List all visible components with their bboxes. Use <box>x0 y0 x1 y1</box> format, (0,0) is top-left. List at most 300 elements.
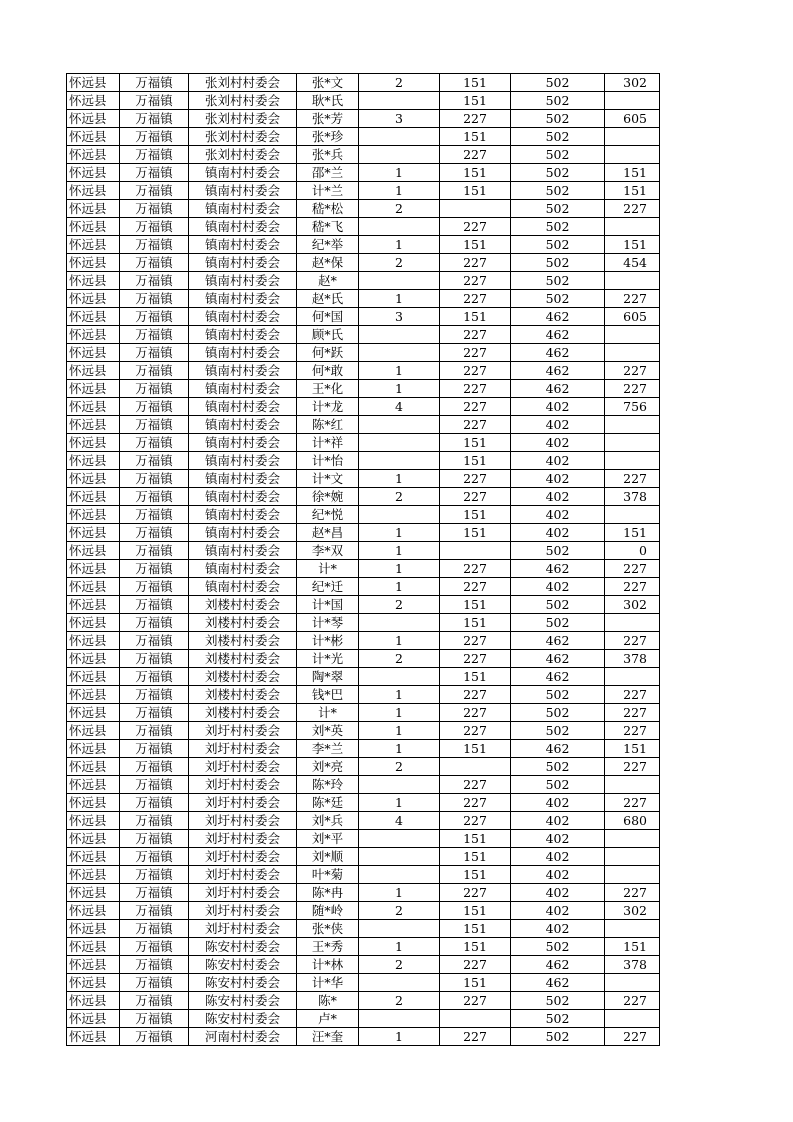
table-cell: 张刘村村委会 <box>189 92 297 110</box>
table-row <box>67 362 660 380</box>
table-cell <box>440 200 511 218</box>
table-cell: 怀远县 <box>67 290 120 308</box>
table-cell: 2 <box>359 758 440 776</box>
table-cell <box>359 326 440 344</box>
table-cell: 刘圩村村委会 <box>189 740 297 758</box>
table-cell: 陈安村村委会 <box>189 956 297 974</box>
table-cell <box>440 758 511 776</box>
table-cell: 2 <box>359 596 440 614</box>
table-cell: 4 <box>359 398 440 416</box>
table-cell: 227 <box>440 956 511 974</box>
table-cell: 227 <box>440 650 511 668</box>
table-cell: 502 <box>511 254 605 272</box>
table-cell: 万福镇 <box>120 272 189 290</box>
table-cell: 万福镇 <box>120 614 189 632</box>
table-cell: 227 <box>440 470 511 488</box>
table-cell: 万福镇 <box>120 956 189 974</box>
table-cell: 378 <box>605 650 660 668</box>
table-cell: 1 <box>359 164 440 182</box>
table-cell: 镇南村村委会 <box>189 200 297 218</box>
table-cell: 227 <box>440 218 511 236</box>
table-cell: 万福镇 <box>120 1028 189 1046</box>
table-cell: 镇南村村委会 <box>189 362 297 380</box>
table-cell: 227 <box>605 992 660 1010</box>
table-cell: 怀远县 <box>67 416 120 434</box>
table-cell: 怀远县 <box>67 740 120 758</box>
table-cell: 镇南村村委会 <box>189 308 297 326</box>
table-cell: 怀远县 <box>67 578 120 596</box>
table-cell <box>605 128 660 146</box>
table-cell: 227 <box>440 254 511 272</box>
table-cell: 227 <box>440 992 511 1010</box>
table-cell: 227 <box>605 470 660 488</box>
table-cell <box>359 776 440 794</box>
table-row <box>67 794 660 812</box>
table-cell: 镇南村村委会 <box>189 344 297 362</box>
table-row <box>67 902 660 920</box>
table-cell: 刘*亮 <box>297 758 359 776</box>
table-cell <box>359 92 440 110</box>
table-cell: 227 <box>605 758 660 776</box>
table-cell: 万福镇 <box>120 902 189 920</box>
table-cell: 赵*保 <box>297 254 359 272</box>
table-row <box>67 614 660 632</box>
table-cell: 227 <box>605 884 660 902</box>
table-cell: 1 <box>359 632 440 650</box>
table-cell: 镇南村村委会 <box>189 272 297 290</box>
table-cell <box>359 128 440 146</box>
table-cell: 怀远县 <box>67 524 120 542</box>
table-cell: 2 <box>359 74 440 92</box>
table-row <box>67 830 660 848</box>
table-cell: 刘*英 <box>297 722 359 740</box>
table-row <box>67 1028 660 1046</box>
table-cell: 502 <box>511 236 605 254</box>
table-cell: 万福镇 <box>120 326 189 344</box>
table-row <box>67 488 660 506</box>
table-cell: 462 <box>511 326 605 344</box>
table-row <box>67 866 660 884</box>
table-cell: 502 <box>511 164 605 182</box>
table-cell: 李*兰 <box>297 740 359 758</box>
table-cell: 151 <box>440 434 511 452</box>
table-cell: 302 <box>605 902 660 920</box>
table-cell: 万福镇 <box>120 308 189 326</box>
table-cell: 镇南村村委会 <box>189 182 297 200</box>
table-cell: 怀远县 <box>67 272 120 290</box>
table-cell: 怀远县 <box>67 668 120 686</box>
table-cell: 陈安村村委会 <box>189 992 297 1010</box>
table-cell: 502 <box>511 272 605 290</box>
table-cell: 怀远县 <box>67 704 120 722</box>
table-cell: 纪*迁 <box>297 578 359 596</box>
table-cell: 万福镇 <box>120 938 189 956</box>
table-cell <box>605 344 660 362</box>
table-cell: 怀远县 <box>67 1010 120 1028</box>
table-cell: 1 <box>359 542 440 560</box>
table-cell: 462 <box>511 362 605 380</box>
table-cell: 151 <box>440 866 511 884</box>
table-cell: 1 <box>359 560 440 578</box>
table-cell: 1 <box>359 938 440 956</box>
table-cell: 刘*平 <box>297 830 359 848</box>
table-cell: 402 <box>511 848 605 866</box>
table-row <box>67 434 660 452</box>
table-cell: 151 <box>440 182 511 200</box>
table-cell: 402 <box>511 902 605 920</box>
table-cell: 刘楼村村委会 <box>189 632 297 650</box>
table-cell <box>605 830 660 848</box>
table-cell: 怀远县 <box>67 974 120 992</box>
table-cell <box>359 668 440 686</box>
table-cell: 怀远县 <box>67 200 120 218</box>
table-cell: 怀远县 <box>67 884 120 902</box>
table-cell: 计*怡 <box>297 452 359 470</box>
table-cell: 1 <box>359 524 440 542</box>
table-cell: 1 <box>359 182 440 200</box>
table-cell: 何*国 <box>297 308 359 326</box>
table-cell: 怀远县 <box>67 542 120 560</box>
table-cell: 计*彬 <box>297 632 359 650</box>
table-row <box>67 344 660 362</box>
table-cell <box>359 272 440 290</box>
table-cell: 402 <box>511 524 605 542</box>
table-cell: 万福镇 <box>120 650 189 668</box>
table-cell: 万福镇 <box>120 1010 189 1028</box>
table-cell <box>605 614 660 632</box>
table-cell: 1 <box>359 578 440 596</box>
table-cell: 227 <box>605 560 660 578</box>
table-cell: 万福镇 <box>120 830 189 848</box>
table-cell <box>359 434 440 452</box>
table-cell: 计*华 <box>297 974 359 992</box>
table-cell: 万福镇 <box>120 506 189 524</box>
table-cell: 462 <box>511 668 605 686</box>
table-cell: 227 <box>605 722 660 740</box>
table-cell: 纪*举 <box>297 236 359 254</box>
table-row <box>67 74 660 92</box>
table-cell: 402 <box>511 830 605 848</box>
table-cell: 227 <box>440 272 511 290</box>
table-cell: 1 <box>359 236 440 254</box>
table-cell: 万福镇 <box>120 776 189 794</box>
table-cell: 怀远县 <box>67 236 120 254</box>
table-row <box>67 938 660 956</box>
table-cell: 卢* <box>297 1010 359 1028</box>
table-cell: 502 <box>511 776 605 794</box>
table-cell: 万福镇 <box>120 974 189 992</box>
table-cell: 302 <box>605 74 660 92</box>
table-cell: 502 <box>511 200 605 218</box>
table-cell: 502 <box>511 182 605 200</box>
table-row <box>67 470 660 488</box>
table-cell: 怀远县 <box>67 902 120 920</box>
table-cell <box>605 326 660 344</box>
table-cell: 计* <box>297 704 359 722</box>
table-cell: 227 <box>605 686 660 704</box>
table-row <box>67 650 660 668</box>
table-cell: 227 <box>440 632 511 650</box>
table-cell: 镇南村村委会 <box>189 380 297 398</box>
table-cell: 计*国 <box>297 596 359 614</box>
table-cell <box>440 1010 511 1028</box>
table-row <box>67 524 660 542</box>
table-cell: 2 <box>359 902 440 920</box>
table-row <box>67 182 660 200</box>
table-cell: 河南村村委会 <box>189 1028 297 1046</box>
table-row <box>67 218 660 236</box>
table-cell: 赵*氏 <box>297 290 359 308</box>
table-cell: 万福镇 <box>120 704 189 722</box>
table-cell: 刘圩村村委会 <box>189 920 297 938</box>
table-cell: 万福镇 <box>120 290 189 308</box>
table-cell: 怀远县 <box>67 938 120 956</box>
table-cell: 刘圩村村委会 <box>189 830 297 848</box>
table-cell: 镇南村村委会 <box>189 218 297 236</box>
table-cell: 怀远县 <box>67 686 120 704</box>
table-cell <box>605 452 660 470</box>
table-cell: 刘楼村村委会 <box>189 614 297 632</box>
table-cell: 陈*冉 <box>297 884 359 902</box>
table-cell: 镇南村村委会 <box>189 236 297 254</box>
table-cell: 151 <box>605 524 660 542</box>
table-cell: 刘圩村村委会 <box>189 812 297 830</box>
table-cell: 刘圩村村委会 <box>189 758 297 776</box>
table-row <box>67 416 660 434</box>
table-row <box>67 812 660 830</box>
table-cell: 怀远县 <box>67 146 120 164</box>
table-cell: 怀远县 <box>67 506 120 524</box>
table-cell: 227 <box>440 110 511 128</box>
table-cell: 万福镇 <box>120 398 189 416</box>
table-cell: 227 <box>440 884 511 902</box>
table-cell <box>359 1010 440 1028</box>
table-cell: 刘*顺 <box>297 848 359 866</box>
table-cell: 151 <box>440 848 511 866</box>
table-cell: 402 <box>511 452 605 470</box>
table-cell: 汪*奎 <box>297 1028 359 1046</box>
table-row <box>67 92 660 110</box>
table-cell: 叶*菊 <box>297 866 359 884</box>
table-cell: 万福镇 <box>120 848 189 866</box>
table-cell <box>605 848 660 866</box>
table-row <box>67 740 660 758</box>
table-cell: 计*祥 <box>297 434 359 452</box>
table-cell: 怀远县 <box>67 110 120 128</box>
table-cell <box>605 866 660 884</box>
table-cell <box>605 416 660 434</box>
table-cell: 纪*悦 <box>297 506 359 524</box>
table-cell: 万福镇 <box>120 200 189 218</box>
table-cell: 怀远县 <box>67 398 120 416</box>
table-cell: 151 <box>605 740 660 758</box>
table-cell: 402 <box>511 812 605 830</box>
table-cell: 赵* <box>297 272 359 290</box>
table-cell: 计*琴 <box>297 614 359 632</box>
table-cell: 张刘村村委会 <box>189 146 297 164</box>
table-cell: 镇南村村委会 <box>189 524 297 542</box>
table-cell: 刘圩村村委会 <box>189 866 297 884</box>
table-cell: 227 <box>605 794 660 812</box>
table-cell <box>359 218 440 236</box>
table-cell: 万福镇 <box>120 866 189 884</box>
table-cell: 万福镇 <box>120 992 189 1010</box>
table-cell: 402 <box>511 470 605 488</box>
table-cell: 462 <box>511 632 605 650</box>
table-cell: 万福镇 <box>120 470 189 488</box>
table-cell: 怀远县 <box>67 74 120 92</box>
table-cell: 张*珍 <box>297 128 359 146</box>
table-row <box>67 398 660 416</box>
table-cell: 1 <box>359 740 440 758</box>
table-cell: 227 <box>440 578 511 596</box>
table-cell <box>605 92 660 110</box>
table-cell: 万福镇 <box>120 74 189 92</box>
table-cell: 王*化 <box>297 380 359 398</box>
table-cell: 227 <box>440 704 511 722</box>
table-cell: 张刘村村委会 <box>189 128 297 146</box>
table-cell: 3 <box>359 308 440 326</box>
table-cell: 怀远县 <box>67 470 120 488</box>
table-cell: 151 <box>605 182 660 200</box>
table-cell: 何*跃 <box>297 344 359 362</box>
table-cell: 402 <box>511 578 605 596</box>
table-cell: 151 <box>440 452 511 470</box>
table-cell: 462 <box>511 344 605 362</box>
table-cell: 刘圩村村委会 <box>189 794 297 812</box>
table-row <box>67 776 660 794</box>
table-cell: 151 <box>440 506 511 524</box>
table-cell: 462 <box>511 380 605 398</box>
table-cell: 227 <box>440 1028 511 1046</box>
table-cell: 万福镇 <box>120 218 189 236</box>
table-cell <box>359 452 440 470</box>
table-row <box>67 146 660 164</box>
table-cell: 0 <box>605 542 660 560</box>
table-cell: 嵇*飞 <box>297 218 359 236</box>
table-cell: 陈*廷 <box>297 794 359 812</box>
table-cell: 万福镇 <box>120 110 189 128</box>
table-row <box>67 326 660 344</box>
table-cell: 1 <box>359 1028 440 1046</box>
table-cell: 镇南村村委会 <box>189 470 297 488</box>
table-cell: 756 <box>605 398 660 416</box>
table-cell <box>605 434 660 452</box>
table-cell: 万福镇 <box>120 182 189 200</box>
table-cell: 刘楼村村委会 <box>189 650 297 668</box>
table-cell: 1 <box>359 380 440 398</box>
table-cell: 502 <box>511 596 605 614</box>
table-cell: 镇南村村委会 <box>189 434 297 452</box>
table-cell <box>359 920 440 938</box>
table-cell: 怀远县 <box>67 848 120 866</box>
table-row <box>67 668 660 686</box>
table-cell: 镇南村村委会 <box>189 542 297 560</box>
table-cell: 张*文 <box>297 74 359 92</box>
table-row <box>67 884 660 902</box>
table-cell <box>359 416 440 434</box>
table-cell: 502 <box>511 218 605 236</box>
table-cell: 怀远县 <box>67 794 120 812</box>
table-cell: 151 <box>440 236 511 254</box>
table-cell: 万福镇 <box>120 542 189 560</box>
table-row <box>67 452 660 470</box>
table-cell: 402 <box>511 416 605 434</box>
table-cell <box>605 974 660 992</box>
table-cell: 万福镇 <box>120 560 189 578</box>
table-cell: 227 <box>605 632 660 650</box>
table-cell: 227 <box>440 146 511 164</box>
table-row <box>67 254 660 272</box>
table-cell: 2 <box>359 992 440 1010</box>
table-row <box>67 380 660 398</box>
table-row <box>67 236 660 254</box>
table-cell: 计*文 <box>297 470 359 488</box>
table-cell: 3 <box>359 110 440 128</box>
table-row <box>67 560 660 578</box>
table-cell: 万福镇 <box>120 416 189 434</box>
table-cell <box>359 344 440 362</box>
table-row <box>67 956 660 974</box>
table-cell: 万福镇 <box>120 344 189 362</box>
table-row <box>67 308 660 326</box>
table-cell: 陈安村村委会 <box>189 1010 297 1028</box>
table-cell: 402 <box>511 488 605 506</box>
table-cell: 怀远县 <box>67 776 120 794</box>
table-row <box>67 704 660 722</box>
table-cell: 李*双 <box>297 542 359 560</box>
table-cell: 张刘村村委会 <box>189 74 297 92</box>
table-cell: 怀远县 <box>67 128 120 146</box>
table-row <box>67 272 660 290</box>
table-cell: 227 <box>605 578 660 596</box>
table-cell: 151 <box>440 668 511 686</box>
table-cell: 462 <box>511 650 605 668</box>
table-cell: 徐*婉 <box>297 488 359 506</box>
table-cell: 怀远县 <box>67 956 120 974</box>
table-cell: 227 <box>440 686 511 704</box>
table-cell: 402 <box>511 434 605 452</box>
table-cell: 怀远县 <box>67 380 120 398</box>
table-cell: 怀远县 <box>67 560 120 578</box>
table-cell: 张*兵 <box>297 146 359 164</box>
table-cell: 151 <box>440 614 511 632</box>
table-cell <box>359 506 440 524</box>
table-cell: 227 <box>440 722 511 740</box>
table-body <box>67 74 660 1046</box>
table-cell: 151 <box>440 92 511 110</box>
table-cell: 151 <box>440 830 511 848</box>
table-cell: 151 <box>440 902 511 920</box>
table-cell <box>605 146 660 164</box>
table-cell: 刘楼村村委会 <box>189 668 297 686</box>
table-cell: 227 <box>605 200 660 218</box>
table-cell: 怀远县 <box>67 434 120 452</box>
table-cell <box>605 506 660 524</box>
table-cell: 镇南村村委会 <box>189 398 297 416</box>
table-cell: 227 <box>440 794 511 812</box>
table-cell: 怀远县 <box>67 866 120 884</box>
table-cell: 1 <box>359 470 440 488</box>
table-cell: 151 <box>440 164 511 182</box>
table-cell: 镇南村村委会 <box>189 488 297 506</box>
table-cell: 502 <box>511 92 605 110</box>
table-cell: 万福镇 <box>120 128 189 146</box>
table-cell: 嵇*松 <box>297 200 359 218</box>
table-cell: 227 <box>605 362 660 380</box>
table-cell: 2 <box>359 956 440 974</box>
table-cell: 镇南村村委会 <box>189 560 297 578</box>
